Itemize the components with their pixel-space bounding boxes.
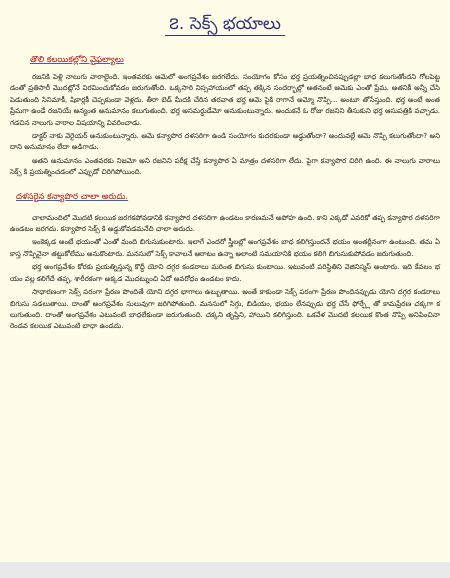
bottom-strip (0, 562, 450, 578)
page-title: ౭. సెక్స్ భయాలు (165, 14, 285, 36)
body-paragraph: చాలామందిలో మొదటి కలయిక జరగకపోవడానికి కన్యాపొర దళసరిగా ఉండటం కారణమనే అపోహ ఉంది. కాని ఎక్కడో ఎవరికో తప్ప కన్యాపొర దళసరిగా ఉండటం జరగదు. కన్యాపొర సెక్స్ కి అడ్డుకోవడమనేది చాలా అరుదు. (10, 213, 440, 234)
body-paragraph: రజనికి పెళ్లి నాలుగు వారాలైంది. ఇంతవరకు ఆమెలో అంగప్రవేశం జరగలేదు. సంయోగం కోసం భర్త ప్రయత్నించినప్పుడల్లా బాధ కలుగుతోందని గోలపెట్టడంతో ప్రతిసారీ మొదట్లోనే విరమించుకోవడం జరుగుతోంది. ఒక్కసారి నిస్సహాయంలో తప్ప తక్కిన సందర్భాల్లో అతనంటే ఆమెకు ఎంతో ప్రేమ. అతనికీ అన్నీ చేసి పెడుతుంది సినిమాకీ, షికార్లకీ చెప్పకుండా వెళ్లదు. తీరా బెడ్ మీదకి చేరిన తరవాత భర్త ఆమె పైకి రాగానే అమ్మో నొప్పి... అంటూ తోసేస్తుంది. భర్త అంటే అంత ప్రేమగా ఉండే రజనియే అన్యంత అనుమానం కలుగుతుంది. భర్త అసమర్థుడేమో అనుకుంటున్నారు. అందుకనే ఓ రోజు రజనిని తీసుకుని భర్త ఆసుపత్రికి వచ్చాడు. గడచిన నాలుగు వారాల విషయాన్ని వివరించాడు. (10, 73, 440, 127)
body-paragraph: సాధారణంగా సెక్స్ పరంగా ప్రేరణ పొందితే యోని దగ్గర భాగాలు ఉబ్బుతాయి. అంతే కాకుండా సెక్స్ పరంగా ప్రేరణ పొందినప్పుడు యోని దగ్గర కండరాలు బిగుసు సడలుతాయి. దాంతో అంగప్రవేశం సులువుగా జరిగిపోతుంది. మనసులో సిగ్గు, బిడియం, భయం లేనప్పుడు భర్త చేసే ఫోర్ప్లే తో కామప్రేరణ చక్కగా కలుగుతుంది. దాంతో అంగప్రవేశం ఎటువంటి బాధలేకుండా జరుగుతుంది. చక్కని తృప్తిని, హాయిని కలిగిస్తుంది. ఒకవేళ మొదటి కలయిక కొంత నొప్పి అనిపించినా రెండవ కలయిక ఎటువంటి బాధా ఉండదు. (10, 288, 440, 331)
body-paragraph: అతని అనుమానం ఎంతవరకు నిజమో అని రజనిని పరీక్ష చేస్తే కన్యాపొర ఏ మాత్రం దళసరిగా లేదు. పైగా కన్యాపొర చిరిగి ఉంది. ఈ నాలుగు వారాలు సెక్స్ కి ప్రయత్నించడంలో ఎప్పుడో చిరిగిపోయింది. (10, 156, 440, 177)
subheading: తొలి కలయికల్లోని వైఫల్యాలు (30, 55, 124, 65)
body-paragraph: భర్త అంగప్రవేశం కోరకు ప్రయత్నిస్తున్న కొద్దీ యోని దగ్గర కండరాలు మరింత బిగుసు కుంటాయి. ఇటువంటి పరిస్థితిని వెజినిస్మస్ అంటారు. ఇది కేవలం భయం వల్ల కలిగేదే తప్ప, శారీరకంగా అక్కడ మొదట్నుంచి ఏదో అవరోధం ఉండటం కాదు. (10, 263, 440, 283)
body-paragraph: డాక్టర్ నాకు వెరైయర్ అనుకుంటున్నారు. ఆమె కన్యాపొర దళసరిగా ఉండి సంయోగం కుదరకుండా అడ్డుతోందా? అందువల్లే ఆమె నొప్పి కలుగుతోందా? అని దాని అనుమానం లేదా అడిగాడు. (10, 132, 440, 152)
title-wrapper (10, 14, 440, 40)
body-paragraph: ఇంకెక్కడ అంటే భయంతో ఎంతో మంది బిగుసుకుంటారు. ఇలాగే ఎందరో స్త్రీలల్లో అంగప్రవేశం బాధ కలిగిస్తుందనే భయం అంతర్లీనంగా ఉంటుంది. తమ ఏ కాస్త నొప్పినైనా తట్టుకోలేము అనుకొంటారు. మనసులో సెక్స్ కావాలనే ఆరాటం ఉన్నా అలాంటి సమయానికి భయం కలిగి బిగుసుకుపోవడం జరుగుతుంది. (10, 238, 440, 258)
section-heading: దళసరైన కన్యాపొర చాలా అరుదు. (16, 191, 129, 202)
